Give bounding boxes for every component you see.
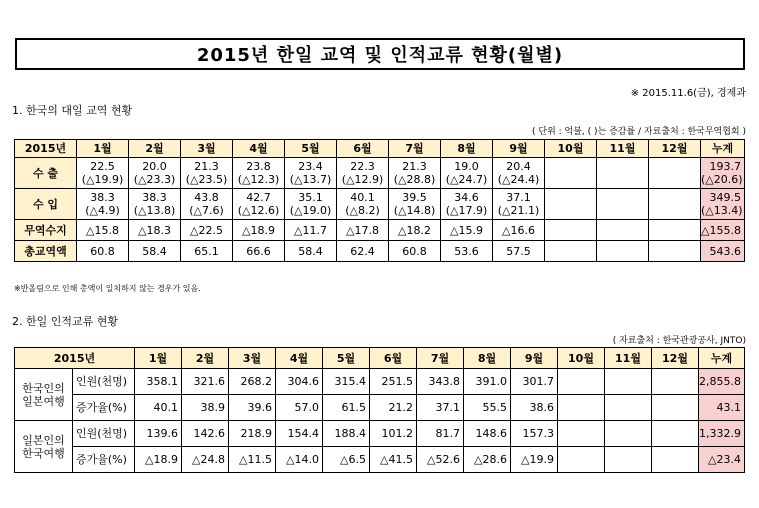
data-cell: 101.2	[370, 421, 417, 447]
data-cell	[649, 158, 701, 189]
cell-value: 21.3	[402, 160, 427, 173]
cell-value: 22.5	[90, 160, 115, 173]
row-label: 무역수지	[15, 220, 77, 241]
data-cell	[441, 189, 493, 220]
cell-change: (△13.7)	[289, 173, 332, 186]
table-row	[15, 447, 745, 473]
header-cell: 5월	[285, 140, 337, 158]
rounding-footnote: ※반올림으로 인해 총액이 일치하지 않는 경우가 있음.	[14, 284, 201, 293]
data-cell: 391.0	[464, 369, 511, 395]
data-cell: 37.1	[417, 395, 464, 421]
data-cell	[77, 189, 129, 220]
data-cell: 66.6	[233, 241, 285, 262]
data-cell	[649, 220, 701, 241]
data-cell: 38.9	[182, 395, 229, 421]
cell-value: 43.8	[194, 191, 219, 204]
data-cell	[652, 421, 699, 447]
data-cell	[233, 158, 285, 189]
data-cell: △18.3	[129, 220, 181, 241]
data-cell: 58.4	[285, 241, 337, 262]
cell-change: (△19.9)	[81, 173, 124, 186]
data-cell: 65.1	[181, 241, 233, 262]
table-row	[15, 395, 745, 421]
header-cell: 3월	[229, 348, 276, 369]
data-cell	[545, 220, 597, 241]
total-cell: 1,332.9	[699, 421, 745, 447]
total-cell	[701, 158, 745, 189]
group-label	[15, 421, 73, 473]
row-label: 증가율(%)	[73, 447, 135, 473]
header-cell: 1월	[77, 140, 129, 158]
total-cell: △155.8	[701, 220, 745, 241]
page-title: 2015년 한일 교역 및 인적교류 현황(월별)	[15, 38, 745, 70]
cell-value: 23.4	[298, 160, 323, 173]
cell-change: (△13.8)	[133, 204, 176, 217]
row-label: 인원(천명)	[73, 421, 135, 447]
cell-change: (△12.6)	[237, 204, 280, 217]
cell-change: (△20.6)	[701, 173, 743, 186]
data-cell: △28.6	[464, 447, 511, 473]
data-cell	[597, 220, 649, 241]
data-cell	[493, 189, 545, 220]
cell-value: 19.0	[454, 160, 479, 173]
data-cell: △22.5	[181, 220, 233, 241]
data-cell: 58.4	[129, 241, 181, 262]
data-cell: 315.4	[323, 369, 370, 395]
data-cell: 81.7	[417, 421, 464, 447]
cell-change: (△13.4)	[701, 204, 743, 217]
table-row	[15, 421, 745, 447]
cell-value: 34.6	[454, 191, 479, 204]
cell-change: (△12.9)	[341, 173, 384, 186]
total-cell: 543.6	[701, 241, 745, 262]
data-cell	[285, 189, 337, 220]
data-cell	[77, 158, 129, 189]
data-cell: 55.5	[464, 395, 511, 421]
cell-value: 37.1	[506, 191, 531, 204]
total-cell: 43.1	[699, 395, 745, 421]
data-cell: 40.1	[135, 395, 182, 421]
header-cell: 9월	[493, 140, 545, 158]
data-cell: 60.8	[389, 241, 441, 262]
data-cell	[558, 447, 605, 473]
data-cell	[597, 241, 649, 262]
data-cell	[545, 189, 597, 220]
data-cell	[652, 395, 699, 421]
data-cell	[389, 189, 441, 220]
cell-value: 22.3	[350, 160, 375, 173]
header-cell: 2015년	[15, 140, 77, 158]
cell-value: 23.8	[246, 160, 271, 173]
data-cell: 21.2	[370, 395, 417, 421]
cell-value: 349.5	[709, 191, 741, 204]
data-cell: △15.9	[441, 220, 493, 241]
data-cell	[649, 241, 701, 262]
cell-change: (△8.2)	[345, 204, 380, 217]
data-cell: △15.8	[77, 220, 129, 241]
header-cell: 누계	[701, 140, 745, 158]
header-cell: 12월	[649, 140, 701, 158]
cell-change: (△24.7)	[445, 173, 488, 186]
header-cell: 7월	[389, 140, 441, 158]
header-row	[15, 140, 745, 158]
data-cell	[285, 158, 337, 189]
data-cell: △18.9	[135, 447, 182, 473]
data-cell: △6.5	[323, 447, 370, 473]
data-cell	[605, 447, 652, 473]
data-cell: 358.1	[135, 369, 182, 395]
group-label-line: 일본인의	[22, 433, 65, 447]
data-cell	[129, 189, 181, 220]
table-row	[15, 220, 745, 241]
data-cell	[605, 421, 652, 447]
data-cell: 218.9	[229, 421, 276, 447]
data-cell	[181, 158, 233, 189]
data-cell	[337, 158, 389, 189]
data-cell: 157.3	[511, 421, 558, 447]
data-cell: 57.0	[276, 395, 323, 421]
group-label-line: 한국인의	[22, 381, 65, 395]
row-label: 증가율(%)	[73, 395, 135, 421]
header-cell: 6월	[337, 140, 389, 158]
header-cell: 11월	[605, 348, 652, 369]
data-cell	[558, 421, 605, 447]
header-row	[15, 348, 745, 369]
data-cell: 61.5	[323, 395, 370, 421]
total-cell	[701, 189, 745, 220]
section1-title: 1. 한국의 대일 교역 현황	[12, 104, 133, 117]
table-row	[15, 189, 745, 220]
data-cell: △24.8	[182, 447, 229, 473]
data-cell	[181, 189, 233, 220]
data-cell: 142.6	[182, 421, 229, 447]
data-cell: △11.7	[285, 220, 337, 241]
cell-value: 38.3	[142, 191, 167, 204]
cell-value: 35.1	[298, 191, 323, 204]
header-cell: 3월	[181, 140, 233, 158]
header-cell: 8월	[441, 140, 493, 158]
cell-change: (△14.8)	[393, 204, 436, 217]
data-cell: △41.5	[370, 447, 417, 473]
cell-value: 21.3	[194, 160, 219, 173]
table-row	[15, 241, 745, 262]
header-cell: 1월	[135, 348, 182, 369]
data-cell	[597, 189, 649, 220]
header-cell: 누계	[699, 348, 745, 369]
data-cell: △19.9	[511, 447, 558, 473]
data-cell: 321.6	[182, 369, 229, 395]
cell-value: 42.7	[246, 191, 271, 204]
header-cell: 6월	[370, 348, 417, 369]
data-cell: 148.6	[464, 421, 511, 447]
data-cell: 57.5	[493, 241, 545, 262]
data-cell	[558, 395, 605, 421]
data-cell: △14.0	[276, 447, 323, 473]
data-cell	[545, 158, 597, 189]
data-cell	[233, 189, 285, 220]
date-note: ※ 2015.11.6(금), 경제과	[630, 88, 746, 99]
cell-value: 40.1	[350, 191, 375, 204]
data-cell	[605, 395, 652, 421]
data-cell	[389, 158, 441, 189]
trade-table	[14, 139, 745, 262]
cell-value: 20.4	[506, 160, 531, 173]
cell-change: (△24.4)	[497, 173, 540, 186]
header-cell: 11월	[597, 140, 649, 158]
data-cell: 53.6	[441, 241, 493, 262]
data-cell: 343.8	[417, 369, 464, 395]
data-cell: △11.5	[229, 447, 276, 473]
data-cell	[337, 189, 389, 220]
exchange-table	[14, 347, 745, 473]
section2-unit-note: ( 자료출처 : 한국관광공사, JNTO)	[612, 336, 746, 346]
header-cell: 10월	[558, 348, 605, 369]
data-cell	[652, 369, 699, 395]
data-cell	[558, 369, 605, 395]
row-label: 수 입	[15, 189, 77, 220]
cell-change: (△17.9)	[445, 204, 488, 217]
data-cell: △18.2	[389, 220, 441, 241]
cell-change: (△4.9)	[85, 204, 120, 217]
data-cell	[493, 158, 545, 189]
data-cell	[545, 241, 597, 262]
cell-value: 193.7	[709, 160, 741, 173]
cell-value: 39.5	[402, 191, 427, 204]
header-cell: 4월	[233, 140, 285, 158]
header-cell: 10월	[545, 140, 597, 158]
data-cell: 304.6	[276, 369, 323, 395]
table-row	[15, 369, 745, 395]
data-cell: 188.4	[323, 421, 370, 447]
data-cell: 154.4	[276, 421, 323, 447]
section1-unit-note: ( 단위 : 억불, ( )는 증감률 / 자료출처 : 한국무역협회 )	[532, 127, 746, 137]
group-label-line: 일본여행	[22, 394, 65, 408]
data-cell: 139.6	[135, 421, 182, 447]
cell-change: (△23.3)	[133, 173, 176, 186]
data-cell: △18.9	[233, 220, 285, 241]
cell-value: 38.3	[90, 191, 115, 204]
header-cell: 2월	[182, 348, 229, 369]
header-cell: 7월	[417, 348, 464, 369]
data-cell	[441, 158, 493, 189]
data-cell: △17.8	[337, 220, 389, 241]
data-cell: 251.5	[370, 369, 417, 395]
header-cell: 2월	[129, 140, 181, 158]
data-cell	[605, 369, 652, 395]
cell-change: (△12.3)	[237, 173, 280, 186]
cell-change: (△23.5)	[185, 173, 228, 186]
data-cell: 62.4	[337, 241, 389, 262]
row-label: 수 출	[15, 158, 77, 189]
data-cell	[652, 447, 699, 473]
cell-change: (△19.0)	[289, 204, 332, 217]
total-cell: △23.4	[699, 447, 745, 473]
header-cell: 9월	[511, 348, 558, 369]
data-cell: 60.8	[77, 241, 129, 262]
cell-change: (△7.6)	[189, 204, 224, 217]
data-cell	[129, 158, 181, 189]
header-cell: 2015년	[15, 348, 135, 369]
header-cell: 4월	[276, 348, 323, 369]
total-cell: 2,855.8	[699, 369, 745, 395]
cell-change: (△21.1)	[497, 204, 540, 217]
cell-change: (△28.8)	[393, 173, 436, 186]
data-cell: 38.6	[511, 395, 558, 421]
data-cell: 268.2	[229, 369, 276, 395]
header-cell: 12월	[652, 348, 699, 369]
section2-title: 2. 한일 인적교류 현황	[12, 315, 118, 328]
data-cell	[597, 158, 649, 189]
row-label: 총교역액	[15, 241, 77, 262]
row-label: 인원(천명)	[73, 369, 135, 395]
data-cell: △16.6	[493, 220, 545, 241]
group-label-line: 한국여행	[22, 446, 65, 460]
header-cell: 5월	[323, 348, 370, 369]
data-cell	[649, 189, 701, 220]
data-cell: 39.6	[229, 395, 276, 421]
data-cell: △52.6	[417, 447, 464, 473]
header-cell: 8월	[464, 348, 511, 369]
table-row	[15, 158, 745, 189]
cell-value: 20.0	[142, 160, 167, 173]
data-cell: 301.7	[511, 369, 558, 395]
group-label	[15, 369, 73, 421]
